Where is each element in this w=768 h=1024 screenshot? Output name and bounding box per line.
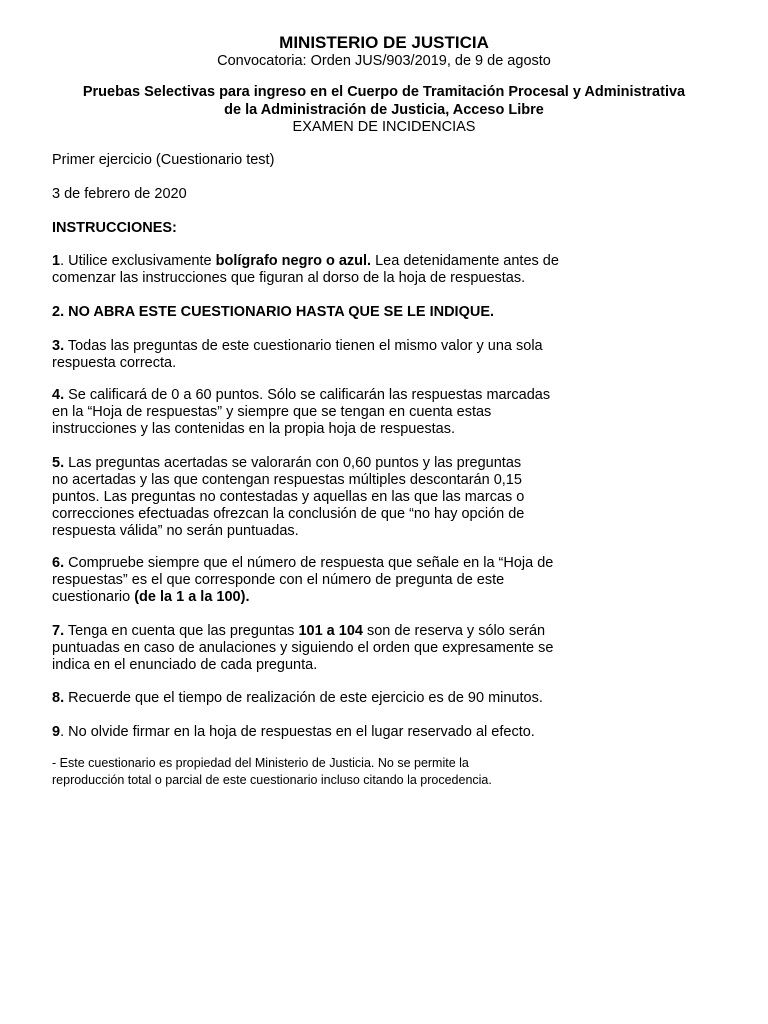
instruction-7: 7. Tenga en cuenta que las preguntas 101 a 104 son de reserva y sólo serán puntuadas en caso de anulaciones y siguiendo el orden que expresamente se indica en el enunciado de cada pregunta. — [52, 623, 554, 673]
instructions-heading: INSTRUCCIONES: — [52, 220, 177, 236]
instruction-8: 8. Recuerde que el tiempo de realización de este ejercicio es de 90 minutos. — [52, 690, 543, 706]
instruction-6: 6. Compruebe siempre que el número de respuesta que señale en la “Hoja de respuestas” es el que corresponde con el número de pregunta de este cuestionario (de la 1 a la 100). — [52, 555, 554, 605]
exam-date: 3 de febrero de 2020 — [52, 186, 187, 202]
subtitle-line-2: de la Administración de Justicia, Acceso Libre — [224, 101, 544, 118]
instruction-3: 3. Todas las preguntas de este cuestionario tienen el mismo valor y una sola respuesta correcta. — [52, 338, 543, 371]
instruction-5: 5. Las preguntas acertadas se valorarán con 0,60 puntos y las preguntas no acertadas y las que contengan respuestas múltiples descontarán 0,15 puntos. Las preguntas no contestadas y aquellas en las que las marcas o correcciones efectuadas ofrezcan la conclusión de que “no hay opción de respuesta válida” no serán puntuadas. — [52, 455, 525, 539]
exercise-label: Primer ejercicio (Cuestionario test) — [52, 152, 275, 168]
exam-subtitle — [0, 84, 768, 136]
document-header — [0, 33, 768, 70]
subtitle-line-1: Pruebas Selectivas para ingreso en el Cuerpo de Tramitación Procesal y Administrativa — [82, 84, 686, 100]
call-reference: Convocatoria: Orden JUS/903/2019, de 9 de agosto — [217, 53, 551, 69]
ministry-title: MINISTERIO DE JUSTICIA — [279, 33, 489, 52]
instruction-4: 4. Se calificará de 0 a 60 puntos. Sólo se calificarán las respuestas marcadas en la “Hoja de respuestas” y siempre que se tengan en cuenta estas instrucciones y las contenidas en la propia hoja de respuestas. — [52, 387, 551, 437]
instruction-9: 9. No olvide firmar en la hoja de respuestas en el lugar reservado al efecto. — [52, 724, 535, 740]
exam-type: EXAMEN DE INCIDENCIAS — [292, 119, 476, 135]
instruction-2: 2. NO ABRA ESTE CUESTIONARIO HASTA QUE SE LE INDIQUE. — [52, 304, 495, 320]
instruction-1: 1. Utilice exclusivamente bolígrafo negro o azul. Lea detenidamente antes de comenzar las instrucciones que figuran al dorso de la hoja de respuestas. — [52, 253, 559, 286]
copyright-notice: - Este cuestionario es propiedad del Ministerio de Justicia. No se permite la reproducción total o parcial de este cuestionario incluso citando la procedencia. — [52, 756, 492, 787]
